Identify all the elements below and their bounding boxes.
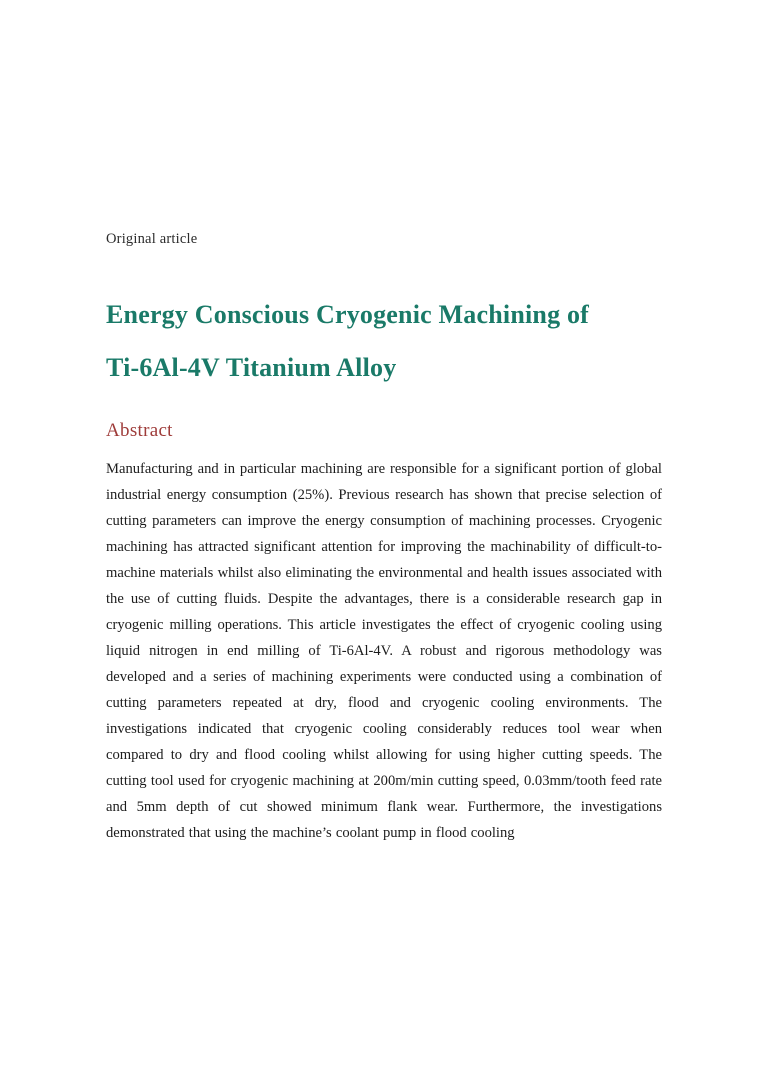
abstract-paragraph: Manufacturing and in particular machining are responsible for a significant portion of global industrial energy consumption (25%). Previous research has shown that precise selection of cutting parameters can improve the energy consumption of machining processes. Cryogenic machining has attracted significant attention for improving the machinability of difficult-to-machine materials whilst also eliminating the environmental and health issues associated with the use of cutting fluids. Despite the advantages, there is a considerable research gap in cryogenic milling operations. This article investigates the effect of cryogenic cooling using liquid nitrogen in end milling of Ti-6Al-4V. A robust and rigorous methodology was developed and a series of machining experiments were conducted using a combination of cutting parameters repeated at dry, flood and cryogenic cooling environments. The investigations indicated that cryogenic cooling considerably reduces tool wear when compared to dry and flood cooling whilst allowing for using higher cutting speeds. The cutting tool used for cryogenic machining at 200m/min cutting speed, 0.03mm/tooth feed rate and 5mm depth of cut showed minimum flank wear. Furthermore, the investigations demonstrated that using the machine’s coolant pump in flood cooling (106, 461, 662, 841)
article-type-label: Original article (106, 231, 198, 247)
abstract-heading: Abstract (106, 420, 173, 441)
paper-title-line2: Ti-6Al-4V Titanium Alloy (106, 353, 397, 382)
paper-title (106, 288, 662, 394)
paper-title-line1: Energy Conscious Cryogenic Machining of (106, 300, 590, 329)
